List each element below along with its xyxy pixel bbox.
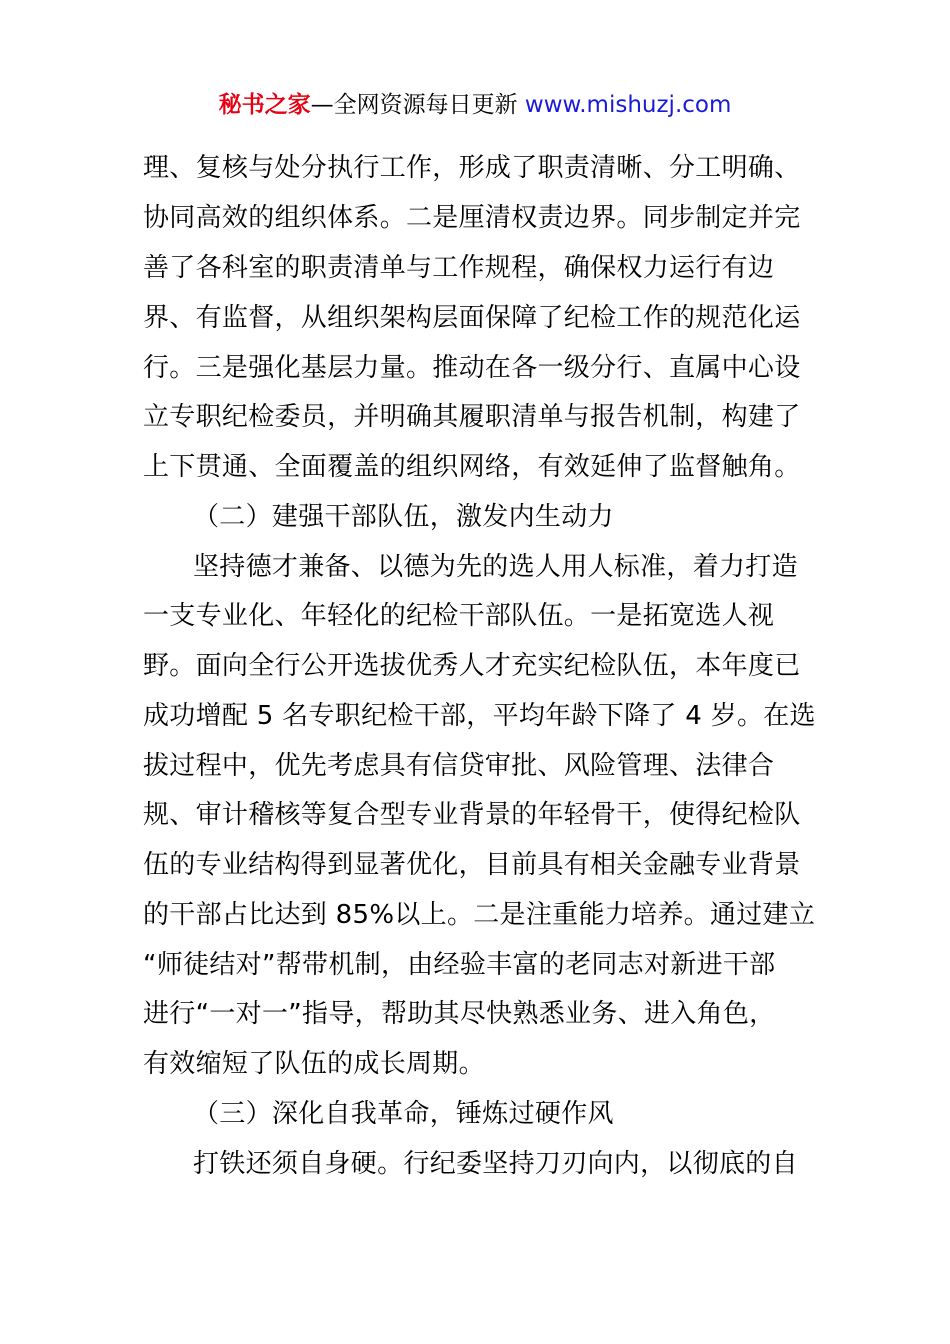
paragraph-line: 协同高效的组织体系。二是厘清权责边界。同步制定并完 (143, 203, 801, 233)
paragraph-line: 伍的专业结构得到显著优化，目前具有相关金融专业背景 (143, 850, 801, 880)
paragraph-line: 行。三是强化基层力量。推动在各一级分行、直属中心设 (143, 353, 801, 383)
paragraph-line: 规、审计稽核等复合型专业背景的年轻骨干，使得纪检队 (143, 800, 801, 830)
paragraph-line: 打铁还须自身硬。行纪委坚持刀刃向内，以彻底的自 (193, 1149, 798, 1179)
paragraph-line: 界、有监督，从组织架构层面保障了纪检工作的规范化运 (143, 303, 801, 333)
paragraph-line: “师徒结对”帮带机制，由经验丰富的老同志对新进干部 (143, 950, 776, 980)
paragraph-line: 有效缩短了队伍的成长周期。 (143, 1049, 485, 1079)
paragraph-line: 立专职纪检委员，并明确其履职清单与报告机制，构建了 (143, 402, 801, 432)
paragraph-line: 的干部占比达到 85%以上。二是注重能力培养。通过建立 (143, 900, 816, 930)
site-url-link[interactable]: www.mishuzj.com (524, 92, 732, 118)
section-heading: （二）建强干部队伍，激发内生动力 (193, 502, 614, 532)
paragraph-line: 进行“一对一”指导，帮助其尽快熟悉业务、进入角色， (143, 999, 776, 1029)
paragraph-line: 一支专业化、年轻化的纪检干部队伍。一是拓宽选人视 (143, 601, 775, 631)
paragraph-line: 善了各科室的职责清单与工作规程，确保权力运行有边 (143, 253, 775, 283)
paragraph-line: 野。面向全行公开选拔优秀人才充实纪检队伍，本年度已 (143, 651, 801, 681)
site-tagline: —全网资源每日更新 (310, 92, 525, 118)
paragraph-line: 上下贯通、全面覆盖的组织网络，有效延伸了监督触角。 (143, 452, 801, 482)
paragraph-line: 拔过程中，优先考虑具有信贷审批、风险管理、法律合 (143, 751, 775, 781)
paragraph-line: 坚持德才兼备、以德为先的选人用人标准，着力打造 (193, 552, 798, 582)
site-brand: 秘书之家 (218, 92, 311, 118)
section-heading: （三）深化自我革命，锤炼过硬作风 (193, 1099, 614, 1129)
paragraph-line: 成功增配 5 名专职纪检干部，平均年龄下降了 4 岁。在选 (143, 701, 816, 731)
paragraph-line: 理、复核与处分执行工作，形成了职责清晰、分工明确、 (143, 153, 801, 183)
page-header (0, 88, 950, 122)
